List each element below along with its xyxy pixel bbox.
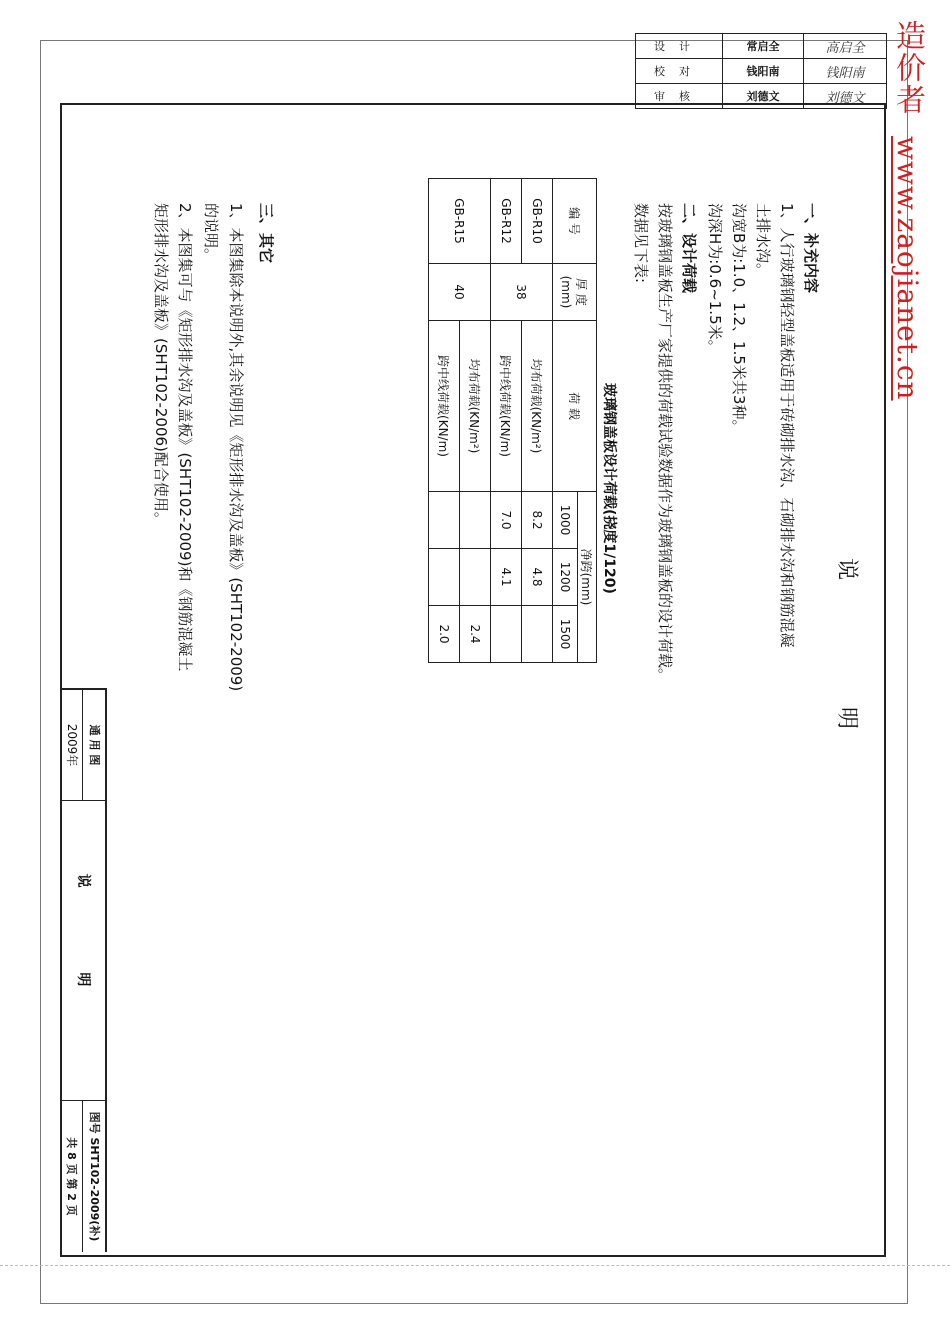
table-cell: GB-R12 [491, 179, 522, 264]
table-cell: 4.8 [522, 549, 553, 606]
signature-block [635, 33, 887, 109]
role-label: 审核 [636, 84, 723, 109]
title-block-drawing-title: 说 明 [75, 873, 91, 1027]
body-line: 沟深H为:0.6~1.5米。 [706, 203, 724, 355]
table-cell: 均布荷载(KN/m²) [460, 321, 491, 492]
table-cell: GB-R15 [429, 179, 491, 264]
handwritten-signature: 高启全 [804, 34, 887, 59]
body-line: 按玻璃钢盖板生产厂家提供的荷载试验数据作为玻璃钢盖板的设计荷载。 [656, 203, 674, 684]
title-block-year-cell [60, 690, 83, 801]
body-line: 1、人行玻璃钢轻型盖板适用于砖砌排水沟、石砌排水沟和钢筋混凝 [778, 203, 796, 648]
watermark-brand: 造价者 [890, 20, 925, 116]
table-cell: 跨中线荷载(KN/m) [491, 321, 522, 492]
role-label: 校对 [636, 59, 723, 84]
table-cell [429, 549, 460, 606]
table-header-cell: 1500 [553, 606, 578, 663]
table-cell: 跨中线荷载(KN/m) [429, 321, 460, 492]
signature-row [636, 59, 887, 84]
table-cell [460, 492, 491, 549]
table-cell: 4.1 [491, 549, 522, 606]
table-header-cell: 1000 [553, 492, 578, 549]
table-row [522, 179, 553, 663]
table-header-cell: 编 号 [553, 179, 597, 264]
handwritten-signature: 刘德文 [804, 84, 887, 109]
table-header-cell: 1200 [553, 549, 578, 606]
body-line: 矩形排水沟及盖板》(SHT102-2006)配合使用。 [152, 203, 170, 527]
title-block-label-cell [82, 690, 105, 801]
title-block-pages-cell [60, 1101, 83, 1252]
section-heading: 一、补充内容 [802, 203, 820, 294]
rotated-content [60, 103, 882, 1253]
table-title: 玻璃钢盖板设计荷载(挠度1/120) [601, 383, 617, 594]
printed-name: 刘德文 [723, 84, 804, 109]
title-block-title-cell [60, 800, 105, 1101]
printed-name: 钱阳南 [723, 59, 804, 84]
table-cell [460, 549, 491, 606]
table-cell [522, 606, 553, 663]
table-cell: 40 [429, 264, 491, 321]
table-cell [491, 606, 522, 663]
body-line: 沟宽B为:1.0、1.2、1.5米共3种。 [730, 203, 748, 435]
role-label: 设计 [636, 34, 723, 59]
title-block [60, 688, 107, 1252]
title-block-year: 2009年 [65, 723, 79, 767]
handwritten-signature: 钱阳南 [804, 59, 887, 84]
table-header-cell: 厚 度 (mm) [553, 264, 597, 321]
title-block-drawing-no: 图号 SHT102-2009(补) [88, 1111, 101, 1242]
body-line: 土排水沟。 [754, 203, 772, 279]
table-cell: 2.0 [429, 606, 460, 663]
body-line: 1、本图集除本说明外,其余说明见《矩形排水沟及盖板》(SHT102-2009) [227, 203, 245, 692]
table-header-cell: 净跨(mm) [578, 492, 597, 663]
printed-name: 常启全 [723, 34, 804, 59]
table-cell: 7.0 [491, 492, 522, 549]
signature-row [636, 34, 887, 59]
title-block-pages: 共 8 页 第 2 页 [65, 1137, 78, 1216]
table-cell: 均布荷载(KN/m²) [522, 321, 553, 492]
title-block-label: 通 用 图 [88, 724, 101, 766]
body-line: 的说明。 [202, 203, 220, 264]
table-cell: 8.2 [522, 492, 553, 549]
table-cell: GB-R10 [522, 179, 553, 264]
body-line: 数据见下表: [632, 203, 650, 284]
table-row [460, 179, 491, 663]
section-heading: 三、其它 [257, 203, 275, 264]
load-table [428, 178, 597, 663]
table-cell [429, 492, 460, 549]
scan-edge-line [0, 1265, 950, 1267]
watermark [892, 20, 926, 401]
section-heading: 二、设计荷载 [680, 203, 698, 294]
page-title: 说 明 [834, 558, 859, 789]
table-row [491, 179, 522, 663]
table-cell: 2.4 [460, 606, 491, 663]
watermark-url: www.zaojianet.cn [891, 136, 924, 401]
title-block-number-cell [82, 1101, 105, 1252]
table-header-row [578, 179, 597, 663]
body-line: 2、本图集可与《矩形排水沟及盖板》(SHT102-2009)和《钢筋混凝土 [176, 203, 194, 672]
table-cell: 38 [491, 264, 553, 321]
table-header-cell: 荷 载 [553, 321, 597, 492]
